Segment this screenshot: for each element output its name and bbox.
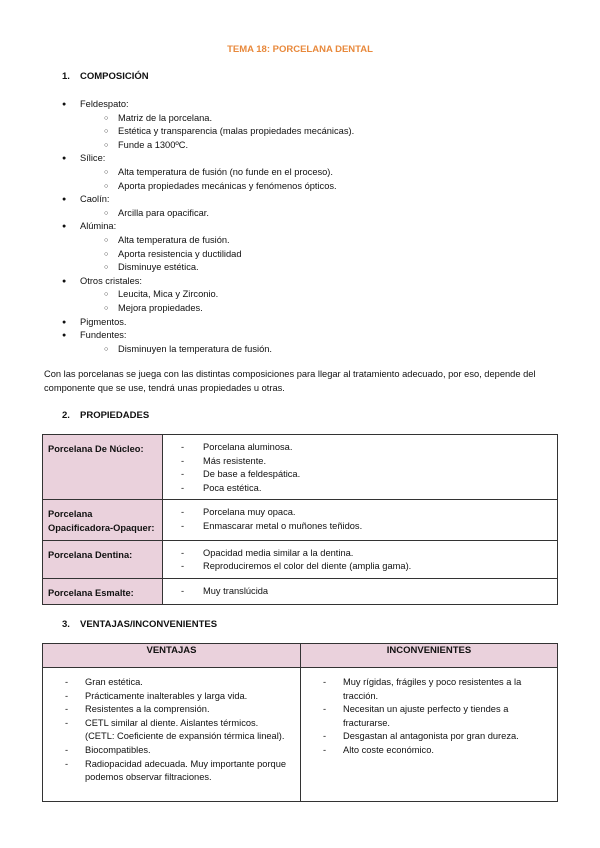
advantages-table: [42, 643, 558, 802]
list-item: [62, 152, 562, 193]
list-item: [62, 316, 562, 330]
section-heading-ventajas: [62, 618, 217, 632]
list-item: - Opacidad media similar a la dentina.: [181, 547, 553, 561]
sub-item: ○ Leucita, Mica y Zirconio.: [104, 288, 562, 302]
row-values: [163, 500, 558, 540]
table-row: [43, 578, 558, 605]
list-item: - Alto coste económico.: [323, 744, 547, 758]
inconvenientes-cell: [301, 668, 558, 802]
section-heading-composicion: [62, 70, 149, 84]
list-item: - Desgastan al antagonista por gran dureza.: [323, 730, 547, 744]
sub-item: ○ Funde a 1300ºC.: [104, 139, 562, 153]
list-item: - Prácticamente inalterables y larga vida.: [65, 690, 290, 704]
list-item: [62, 220, 562, 274]
list-item: - Enmascarar metal o muñones teñidos.: [181, 520, 553, 534]
row-label: Porcelana Esmalte:: [43, 578, 163, 605]
section-label: VENTAJAS/INCONVENIENTES: [80, 619, 218, 630]
list-item: - Reproduciremos el color del diente (amplia gama).: [181, 560, 553, 574]
sub-item: ○ Alta temperatura de fusión.: [104, 234, 562, 248]
list-item: - CETL similar al diente. Aislantes térmicos. (CETL: Coeficiente de expansión térmica lineal).: [65, 717, 290, 744]
row-values: [163, 435, 558, 500]
ventajas-cell: [43, 668, 301, 802]
list-item: - Necesitan un ajuste perfecto y tiendes a fracturarse.: [323, 703, 547, 730]
sub-item: ○ Matriz de la porcelana.: [104, 112, 562, 126]
sub-item: ○ Estética y transparencia (malas propiedades mecánicas).: [104, 125, 562, 139]
sub-item: ○ Aporta resistencia y ductilidad: [104, 248, 562, 262]
list-item: - Más resistente.: [181, 455, 553, 469]
item-label: Feldespato:: [80, 99, 129, 109]
sub-item: ○ Arcilla para opacificar.: [104, 207, 562, 221]
sub-item: ○ Aporta propiedades mecánicas y fenómenos ópticos.: [104, 180, 562, 194]
row-values: [163, 540, 558, 578]
item-label: Alúmina:: [80, 221, 117, 232]
row-values: [163, 578, 558, 605]
item-label: Fundentes:: [80, 330, 127, 341]
row-label: Porcelana Opacificadora-Opaquer:: [43, 500, 163, 540]
row-label: Porcelana Dentina:: [43, 540, 163, 578]
properties-table: [42, 434, 558, 605]
body-paragraph: Con las porcelanas se juega con las distintas composiciones para llegar al tratamiento adecuado, por eso, depende del componente que se use, tendrá unas propiedades u otras.: [44, 369, 536, 393]
sub-item: ○ Disminuye estética.: [104, 261, 562, 275]
section-label: PROPIEDADES: [80, 410, 150, 421]
section-label: COMPOSICIÓN: [80, 71, 149, 82]
sub-item: ○ Disminuyen la temperatura de fusión.: [104, 343, 562, 357]
section-heading-propiedades: [62, 409, 149, 423]
ventajas-header: VENTAJAS: [43, 644, 301, 668]
item-label: Sílice:: [80, 153, 106, 164]
table-row: [43, 500, 558, 540]
section-number: 1.: [62, 71, 70, 82]
document-title: TEMA 18: PORCELANA DENTAL: [227, 44, 373, 55]
list-item: - Muy rígidas, frágiles y poco resistentes a la tracción.: [323, 676, 547, 703]
list-item: - Porcelana aluminosa.: [181, 441, 553, 455]
row-label: Porcelana De Núcleo:: [43, 435, 163, 500]
item-label: Pigmentos.: [80, 316, 127, 327]
list-item: - Radiopacidad adecuada. Muy importante porque podemos observar filtraciones.: [65, 758, 290, 785]
inconvenientes-header: INCONVENIENTES: [301, 644, 558, 668]
table-row: [43, 668, 558, 802]
list-item: [62, 98, 562, 152]
section-number: 2.: [62, 410, 70, 421]
sub-item: ○ Mejora propiedades.: [104, 302, 562, 316]
item-label: Otros cristales:: [80, 275, 142, 286]
sub-item: ○ Alta temperatura de fusión (no funde en el proceso).: [104, 166, 562, 180]
table-row: [43, 540, 558, 578]
section-number: 3.: [62, 619, 70, 630]
list-item: [62, 329, 562, 356]
list-item: - Muy translúcida: [181, 585, 553, 599]
list-item: - Poca estética.: [181, 482, 553, 496]
list-item: - Gran estética.: [65, 676, 290, 690]
list-item: - De base a feldespática.: [181, 468, 553, 482]
list-item: - Resistentes a la comprensión.: [65, 703, 290, 717]
list-item: - Biocompatibles.: [65, 744, 290, 758]
list-item: [62, 193, 562, 220]
list-item: - Porcelana muy opaca.: [181, 506, 553, 520]
list-item: [62, 275, 562, 316]
item-label: Caolín:: [80, 194, 110, 205]
table-header-row: [43, 644, 558, 668]
table-row: [43, 435, 558, 500]
composition-list: [62, 98, 562, 356]
